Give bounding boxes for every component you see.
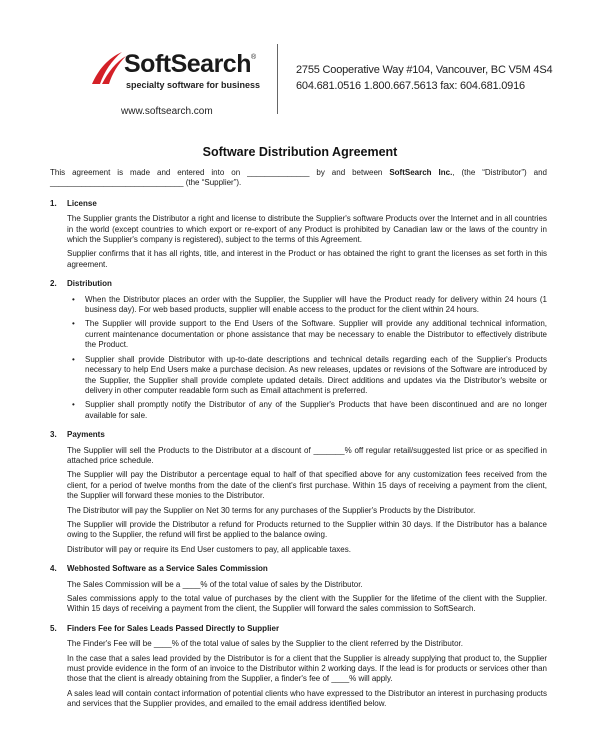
section-paragraph: The Finder's Fee will be ____% of the total value of sales by the Supplier to the client referred by the Distributor.	[67, 639, 463, 649]
section-paragraph: The Supplier will provide the Distributor a refund for Products returned to the Supplier within 30 days. If the Distributor has a balance owing to the Supplier, the refund will first be applied to the balance owing.	[67, 519, 547, 540]
section-4	[50, 564, 547, 615]
section-title: Finders Fee for Sales Leads Passed Directly to Supplier	[67, 623, 280, 633]
section-number: 1.	[50, 198, 57, 208]
bullet-item: • Supplier shall promptly notify the Distributor of any of the Supplier's Products that have been discontinued and are no longer available for sale.	[85, 400, 547, 421]
section-paragraph: Sales commissions apply to the total value of purchases by the client with the Supplier for the lifetime of the client with the Supplier. Within 15 days of receiving a payment from the client, the Supplier will forward the sales commission to SoftSearch.	[67, 594, 547, 614]
section-title: Webhosted Software as a Service Sales Commission	[67, 564, 268, 574]
section-number: 4.	[50, 564, 57, 574]
company-address: 2755 Cooperative Way #104, Vancouver, BC V5M 4S4	[296, 64, 553, 76]
section-body	[50, 295, 547, 421]
section-paragraph: A sales lead will contain contact information of potential clients who have expressed to the Distributor an interest in purchasing products and services that the Supplier provides, and emailed to the email address identified below.	[67, 688, 547, 709]
section-body	[50, 639, 547, 709]
brand-name: SoftSearch®	[124, 50, 256, 78]
section-heading	[50, 564, 547, 574]
bullet-item: • Supplier shall provide Distributor with up-to-date descriptions and technical details regarding each of the Supplier's Products necessary to help End Users make a purchase decision. As new releases, updates or revisions of the Software are introduced by the Supplier, the Supplier shall provide complete updated details. Direct additions and updates via the Distributor's website or delivery in other computer readable form such as Email attachment is preferred.	[85, 355, 547, 397]
section-paragraph: In the case that a sales lead provided by the Distributor is for a client that the Supplier is already supplying that product to, the Supplier must provide evidence in the form of an invoice to the Distributor within 2 working days. If the lead is for products or services other than those that the client is already obtaining from the Supplier, a finder's fee of ____% will apply.	[67, 653, 547, 684]
letterhead	[0, 0, 600, 125]
section-number: 5.	[50, 623, 57, 633]
section-paragraph: The Supplier will pay the Distributor a percentage equal to half of that specified above for any customization fees received from the client, for a period of twelve months from the date of the client's first purchase. Within 15 days of receiving a payment from the client, the Supplier will forward these monies to the Distributor.	[67, 470, 547, 501]
header-divider	[277, 44, 278, 114]
section-title: License	[67, 198, 97, 208]
section-paragraph: The Supplier grants the Distributor a right and license to distribute the Supplier's software Products over the Internet and in all countries in the world (except countries to which export or re-export of any Product is prohibited by Canadian law or the laws of the country in which the Supplier's company is registered), subject to the terms of this Agreement.	[67, 214, 547, 245]
section-title: Distribution	[67, 279, 112, 289]
bullet-item: • The Supplier will provide support to the End Users of the Software. Supplier will provide any additional technical information, current maintenance documentation or phone assistance that may be necessary to enable the Distributor to effectively distribute the Product.	[85, 319, 547, 350]
section-heading	[50, 624, 547, 634]
section-heading	[50, 199, 547, 209]
section-2	[50, 279, 547, 421]
sections-container	[50, 199, 547, 710]
company-website: www.softsearch.com	[121, 106, 213, 117]
section-3	[50, 430, 547, 555]
section-body	[50, 580, 547, 615]
section-heading	[50, 430, 547, 440]
intro-paragraph: This agreement is made and entered into on ______________ by and between SoftSearch Inc., (the “Distributor”) and ______________________________ (the “Supplier”).	[50, 168, 547, 188]
section-body	[50, 214, 547, 270]
section-title: Payments	[67, 430, 105, 440]
section-heading	[50, 279, 547, 289]
section-5	[50, 624, 547, 710]
section-paragraph: The Supplier will sell the Products to the Distributor at a discount of _______% off regular retail/suggested list price or as specified in attached price schedule.	[67, 445, 547, 465]
section-paragraph: The Sales Commission will be a ____% of the total value of sales by the Distributor.	[67, 579, 363, 589]
brand-tagline: specialty software for business	[126, 80, 261, 90]
document-title: Software Distribution Agreement	[202, 145, 398, 159]
section-paragraph: The Distributor will pay the Supplier on Net 30 terms for any purchases of the Supplier's Products by the Distributor.	[67, 505, 476, 515]
section-number: 3.	[50, 430, 57, 440]
bullet-item: • When the Distributor places an order with the Supplier, the Supplier will have the Product ready for delivery within 24 hours (1 business day). For web based products, supplier will enable access to the product for the client within 24 hours.	[85, 295, 547, 316]
section-paragraph: Supplier confirms that it has all rights, title, and interest in the Product or has obtained the right to grant the licenses as set forth in this agreement.	[67, 249, 547, 269]
section-1	[50, 199, 547, 270]
softsearch-logo-icon	[88, 48, 128, 88]
agreement-body	[50, 168, 547, 719]
section-number: 2.	[50, 279, 57, 289]
bullet-list	[67, 295, 547, 421]
section-body	[50, 446, 547, 556]
section-paragraph: Distributor will pay or require its End User customers to pay, all applicable taxes.	[67, 544, 351, 554]
company-phones: 604.681.0516 1.800.667.5613 fax: 604.681.0916	[296, 80, 525, 92]
